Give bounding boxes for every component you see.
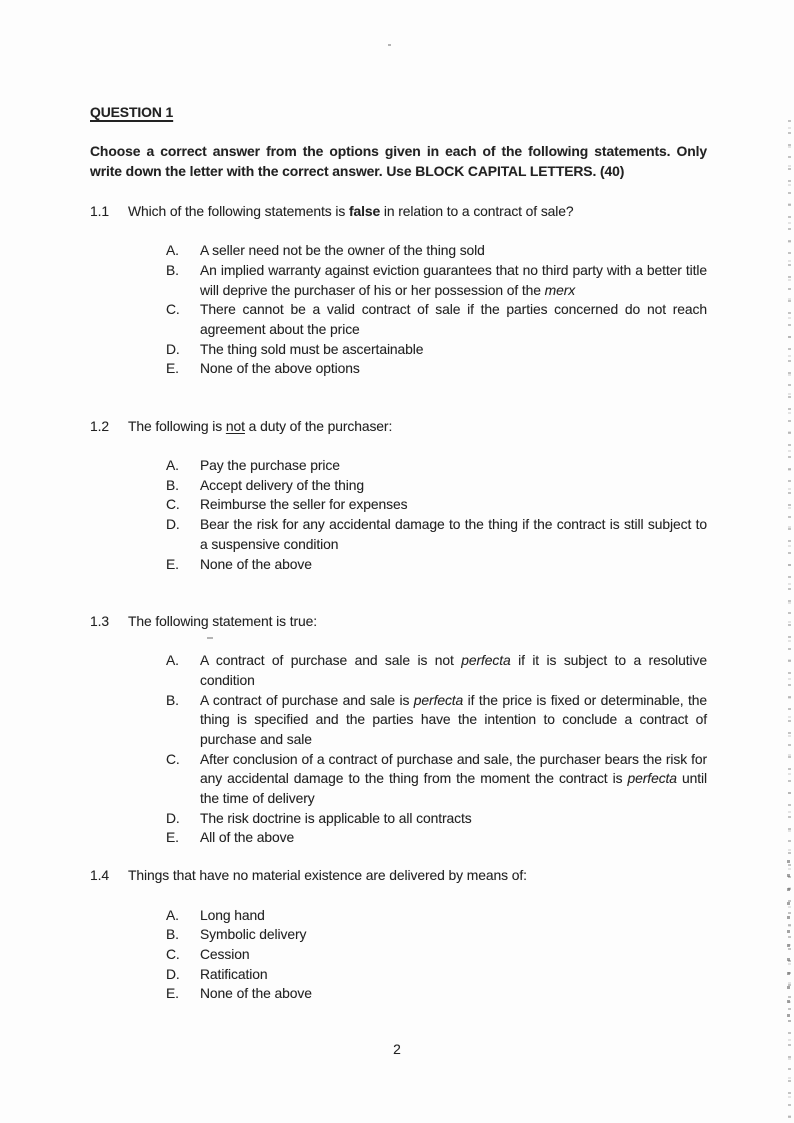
text-segment: merx bbox=[544, 281, 576, 298]
text-segment: not bbox=[225, 417, 245, 434]
question-number: 1.2 bbox=[90, 417, 110, 434]
option-letter: C. bbox=[166, 496, 180, 513]
text-segment: Cession bbox=[200, 945, 250, 962]
option-row bbox=[90, 925, 707, 945]
option-letter: A. bbox=[166, 906, 179, 923]
question-prompt bbox=[128, 612, 707, 632]
option-letter: B. bbox=[166, 476, 179, 493]
question-heading bbox=[90, 866, 707, 886]
option-letter: B. bbox=[166, 926, 179, 943]
option-text bbox=[200, 359, 707, 379]
question-block bbox=[90, 417, 707, 575]
text-segment: A seller need not be the owner of the thing sold bbox=[200, 242, 485, 259]
options-list bbox=[90, 456, 707, 574]
text-segment: After conclusion of a contract of purchase and sale, the purchaser bears the risk for any accidental damage to the thing from the moment the contract is bbox=[200, 750, 707, 787]
text-segment: There cannot be a valid contract of sale if the parties concerned do not reach agreement about the price bbox=[200, 301, 707, 337]
text-segment: Reimburse the seller for expenses bbox=[200, 496, 408, 513]
question-number: 1.3 bbox=[90, 612, 110, 629]
option-letter: C. bbox=[166, 750, 180, 767]
text-segment: until the time of delivery bbox=[200, 770, 707, 807]
text-segment: None of the above bbox=[200, 985, 312, 1002]
option-row bbox=[90, 340, 707, 360]
scan-edge-artifacts-dark bbox=[787, 860, 790, 1020]
option-row bbox=[90, 300, 707, 339]
option-letter: E. bbox=[166, 360, 179, 377]
options-list bbox=[90, 906, 707, 1005]
option-text bbox=[200, 476, 707, 496]
question-block bbox=[90, 202, 707, 379]
text-segment: An implied warranty against eviction guarantees that no third party with a better title will deprive the purchaser of his or her possession of the bbox=[200, 261, 707, 298]
text-segment: The thing sold must be ascertainable bbox=[200, 340, 424, 357]
option-text bbox=[200, 456, 707, 476]
option-row bbox=[90, 965, 707, 985]
option-row bbox=[90, 241, 707, 261]
text-segment: false bbox=[348, 202, 381, 219]
option-text bbox=[200, 906, 707, 926]
option-text bbox=[200, 241, 707, 261]
questions-list bbox=[90, 202, 707, 1004]
option-text bbox=[200, 300, 707, 339]
scan-speck-artifact bbox=[388, 44, 391, 46]
question-heading bbox=[90, 612, 707, 632]
option-letter: D. bbox=[166, 516, 180, 533]
question-prompt bbox=[128, 417, 707, 437]
option-letter: E. bbox=[166, 829, 179, 846]
option-text bbox=[200, 691, 707, 750]
text-segment: The following statement is true: bbox=[128, 612, 318, 629]
option-row bbox=[90, 359, 707, 379]
page-content bbox=[90, 103, 707, 1004]
option-text bbox=[200, 750, 707, 809]
question-prompt bbox=[128, 866, 707, 886]
option-letter: E. bbox=[166, 985, 179, 1002]
text-segment: Pay the purchase price bbox=[200, 457, 340, 473]
instructions-paragraph bbox=[90, 142, 707, 181]
option-row bbox=[90, 750, 707, 809]
option-text bbox=[200, 515, 707, 554]
option-text bbox=[200, 828, 707, 848]
option-text bbox=[200, 495, 707, 515]
question-number: 1.1 bbox=[90, 202, 110, 219]
option-letter: D. bbox=[166, 809, 180, 826]
option-row bbox=[90, 261, 707, 300]
question-heading bbox=[90, 417, 707, 437]
option-row bbox=[90, 945, 707, 965]
text-segment: Long hand bbox=[200, 906, 265, 923]
text-segment: perfecta bbox=[461, 652, 511, 669]
text-segment: A contract of purchase and sale is not bbox=[200, 652, 462, 669]
option-row bbox=[90, 906, 707, 926]
option-row bbox=[90, 476, 707, 496]
option-row bbox=[90, 515, 707, 554]
option-letter: D. bbox=[166, 965, 180, 982]
options-list bbox=[90, 241, 707, 379]
text-segment: in relation to a contract of sale? bbox=[380, 202, 574, 219]
text-segment: perfecta bbox=[413, 691, 464, 708]
option-letter: E. bbox=[166, 555, 179, 572]
option-text bbox=[200, 984, 707, 1004]
text-segment: None of the above options bbox=[200, 360, 360, 377]
option-letter: A. bbox=[166, 652, 179, 669]
text-segment: Choose a correct answer from the options given in each of the following statements. Only write down the letter with the correct answer. Use BLOCK CAPITAL LETTERS. (40) bbox=[90, 143, 707, 180]
option-text bbox=[200, 340, 707, 360]
question-heading bbox=[90, 202, 707, 222]
option-letter: D. bbox=[166, 340, 180, 357]
text-segment: Ratification bbox=[200, 965, 268, 982]
text-segment: The risk doctrine is applicable to all contracts bbox=[200, 809, 472, 826]
text-segment: Symbolic delivery bbox=[200, 926, 307, 943]
option-row bbox=[90, 555, 707, 575]
text-segment: a duty of the purchaser: bbox=[244, 417, 393, 434]
option-row bbox=[90, 691, 707, 750]
text-segment: Which of the following statements is bbox=[128, 202, 349, 219]
page-number: 2 bbox=[393, 1041, 401, 1057]
option-text bbox=[200, 965, 707, 985]
option-text bbox=[200, 555, 707, 575]
text-segment: A contract of purchase and sale is bbox=[200, 691, 414, 708]
option-row bbox=[90, 651, 707, 690]
option-row bbox=[90, 495, 707, 515]
options-list bbox=[90, 651, 707, 848]
option-text bbox=[200, 651, 707, 690]
question-block bbox=[90, 612, 707, 848]
option-row bbox=[90, 809, 707, 829]
option-letter: B. bbox=[166, 691, 179, 708]
option-letter: C. bbox=[166, 301, 180, 318]
question-block bbox=[90, 866, 707, 1004]
option-letter: C. bbox=[166, 945, 180, 962]
question-number: 1.4 bbox=[90, 867, 110, 884]
option-row bbox=[90, 828, 707, 848]
question-prompt bbox=[128, 202, 707, 222]
option-letter: A. bbox=[166, 242, 179, 259]
option-row bbox=[90, 456, 707, 476]
text-segment: The following is bbox=[128, 417, 226, 434]
option-text bbox=[200, 809, 707, 829]
text-segment: Accept delivery of the thing bbox=[200, 476, 364, 493]
text-segment: perfecta bbox=[627, 770, 677, 787]
text-segment: if it is subject to a resolutive condition bbox=[200, 652, 707, 688]
option-text bbox=[200, 925, 707, 945]
text-segment: Things that have no material existence are delivered by means of: bbox=[128, 867, 527, 884]
option-letter: B. bbox=[166, 261, 179, 278]
text-segment: if the price is fixed or determinable, the thing is specified and the parties have the intention to conclude a contract of purchase and sale bbox=[200, 691, 707, 747]
text-segment: All of the above bbox=[200, 829, 295, 846]
option-text bbox=[200, 261, 707, 300]
text-segment: None of the above bbox=[200, 555, 312, 572]
option-text bbox=[200, 945, 707, 965]
text-segment: Bear the risk for any accidental damage to the thing if the contract is still subject to a suspensive condition bbox=[200, 516, 707, 552]
question-section-title: QUESTION 1 bbox=[90, 104, 174, 120]
option-letter: A. bbox=[166, 457, 179, 473]
option-row bbox=[90, 984, 707, 1004]
